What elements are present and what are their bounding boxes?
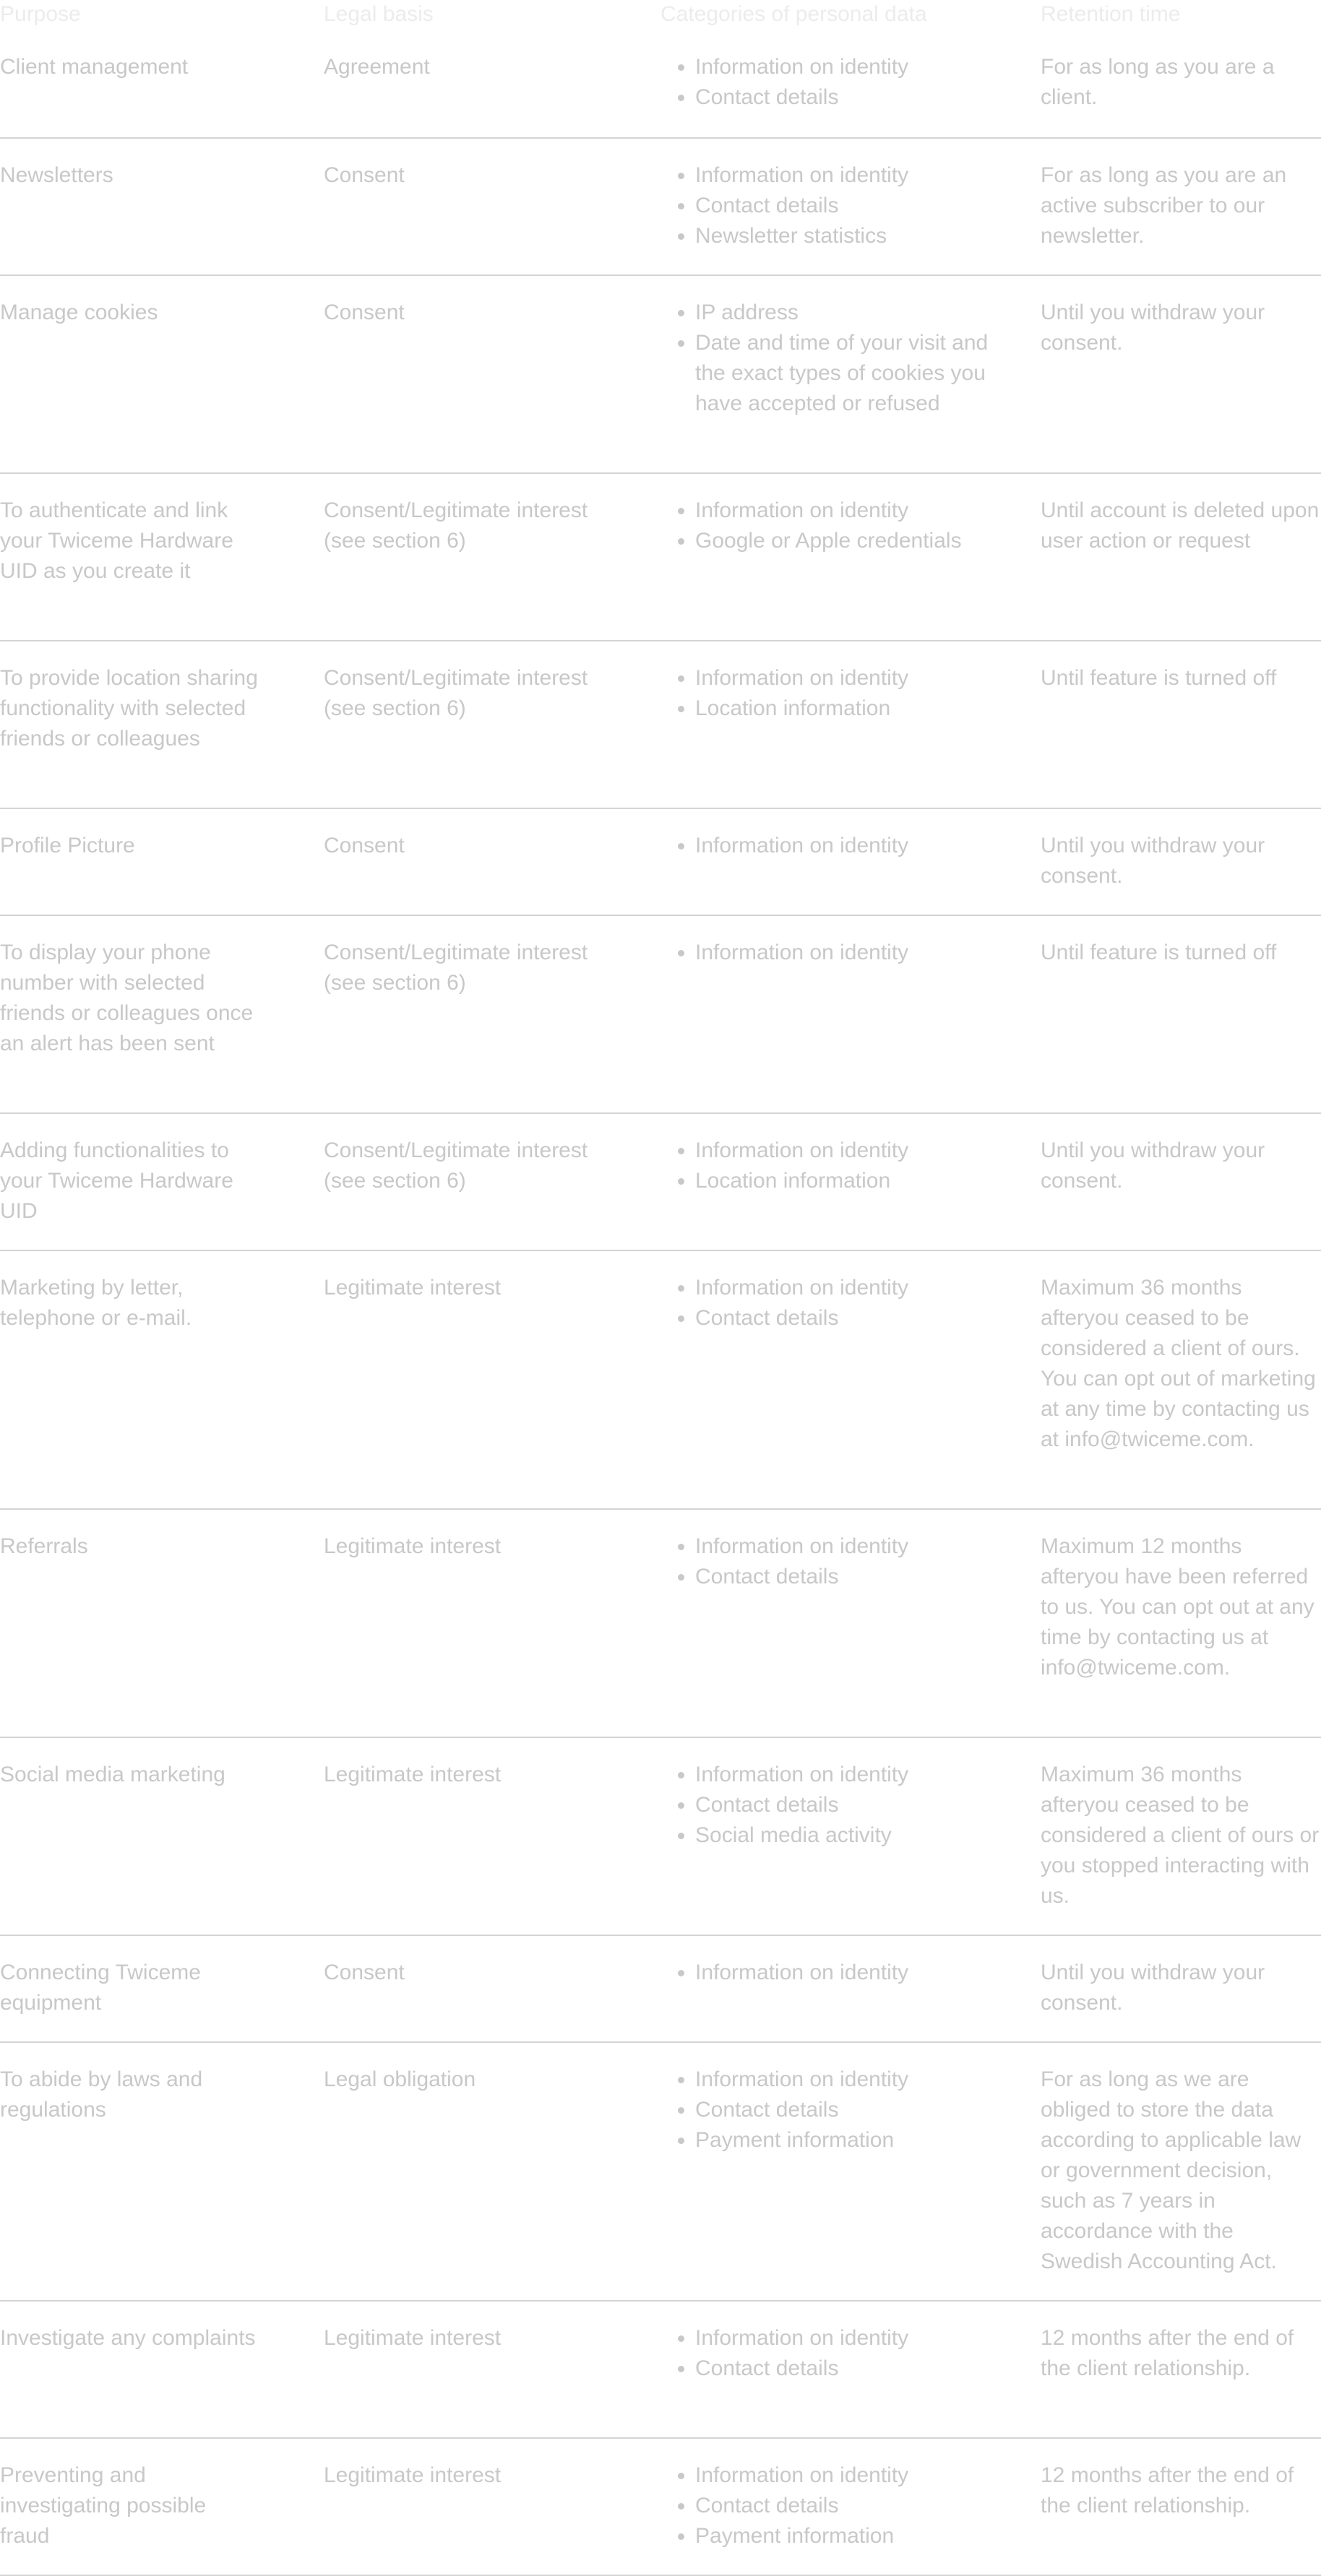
cell-purpose: To display your phone number with selected friends or colleagues once an alert has been sent bbox=[0, 941, 254, 1055]
category-list bbox=[660, 663, 1012, 724]
category-item: • Information on identity bbox=[695, 831, 1012, 861]
category-item: • Information on identity bbox=[695, 1760, 1012, 1790]
table-row bbox=[0, 276, 1321, 474]
category-item: • IP address bbox=[695, 298, 1012, 328]
category-item: • Payment information bbox=[695, 2125, 1012, 2156]
category-item: • Information on identity bbox=[695, 663, 1012, 693]
cell-purpose: To authenticate and link your Twiceme Hardware UID as you create it bbox=[0, 498, 233, 583]
cell-retention: Maximum 12 months afteryou have been referred to us. You can opt out at any time by contacting us at info@twiceme.com. bbox=[1041, 1534, 1314, 1680]
cell-legal-basis: Legitimate interest bbox=[324, 1763, 502, 1786]
category-list bbox=[660, 1760, 1012, 1851]
table-row bbox=[0, 30, 1321, 139]
cell-legal-basis: Legitimate interest bbox=[324, 1534, 502, 1558]
cell-retention: Until feature is turned off bbox=[1041, 666, 1277, 690]
table-row bbox=[0, 1510, 1321, 1738]
cell-retention: Maximum 36 months afteryou ceased to be considered a client of ours or you stopped interacting with us. bbox=[1041, 1763, 1320, 1908]
category-list bbox=[660, 1273, 1012, 1334]
header-categories: Categories of personal data bbox=[660, 2, 927, 26]
cell-legal-basis: Legitimate interest bbox=[324, 2463, 502, 2487]
cell-legal-basis: Consent/Legitimate interest (see section 6) bbox=[324, 666, 588, 720]
cell-categories bbox=[660, 2460, 1041, 2575]
category-list bbox=[660, 1531, 1012, 1592]
cell-retention: Until feature is turned off bbox=[1041, 941, 1277, 964]
header-purpose: Purpose bbox=[0, 2, 81, 26]
category-item: • Information on identity bbox=[695, 160, 1012, 191]
cell-categories bbox=[660, 2065, 1041, 2300]
cell-purpose: To provide location sharing functionality with selected friends or colleagues bbox=[0, 666, 258, 751]
table-row bbox=[0, 139, 1321, 276]
category-item: • Location information bbox=[695, 693, 1012, 724]
category-item: • Information on identity bbox=[695, 2460, 1012, 2491]
category-item: • Contact details bbox=[695, 1303, 1012, 1334]
cell-retention: Until account is deleted upon user action or request bbox=[1041, 498, 1320, 553]
cell-retention: 12 months after the end of the client relationship. bbox=[1041, 2326, 1294, 2380]
category-item: • Payment information bbox=[695, 2521, 1012, 2551]
table-header bbox=[0, 0, 1321, 30]
category-list bbox=[660, 298, 1012, 419]
cell-purpose: To abide by laws and regulations bbox=[0, 2067, 203, 2122]
cell-categories bbox=[660, 831, 1041, 915]
category-item: • Date and time of your visit and the exact types of cookies you have accepted or refused bbox=[695, 328, 1012, 419]
category-list bbox=[660, 1958, 1012, 1988]
cell-categories bbox=[660, 160, 1041, 275]
cell-retention: Until you withdraw your consent. bbox=[1041, 1961, 1265, 2015]
cell-retention: Until you withdraw your consent. bbox=[1041, 301, 1265, 355]
cell-retention: 12 months after the end of the client relationship. bbox=[1041, 2463, 1294, 2517]
header-retention: Retention time bbox=[1041, 2, 1181, 26]
category-list bbox=[660, 1136, 1012, 1196]
category-item: • Information on identity bbox=[695, 938, 1012, 968]
cell-retention: Until you withdraw your consent. bbox=[1041, 834, 1265, 888]
header-legal-basis: Legal basis bbox=[324, 2, 434, 26]
cell-purpose: Manage cookies bbox=[0, 301, 158, 324]
category-item: • Google or Apple credentials bbox=[695, 526, 1012, 556]
cell-purpose: Referrals bbox=[0, 1534, 88, 1558]
category-item: • Contact details bbox=[695, 1790, 1012, 1820]
category-item: • Location information bbox=[695, 1166, 1012, 1196]
table-row bbox=[0, 1936, 1321, 2043]
cell-legal-basis: Consent/Legitimate interest (see section 6) bbox=[324, 1138, 588, 1193]
category-item: • Information on identity bbox=[695, 2065, 1012, 2095]
cell-categories bbox=[660, 663, 1041, 808]
cell-legal-basis: Agreement bbox=[324, 55, 430, 79]
category-list bbox=[660, 938, 1012, 968]
cell-categories bbox=[660, 1273, 1041, 1508]
cell-legal-basis: Consent bbox=[324, 301, 405, 324]
category-item: • Information on identity bbox=[695, 1531, 1012, 1562]
category-item: • Contact details bbox=[695, 2354, 1012, 2384]
category-list bbox=[660, 2460, 1012, 2551]
table-row bbox=[0, 1738, 1321, 1936]
cell-purpose: Marketing by letter, telephone or e-mail. bbox=[0, 1276, 192, 1330]
cell-legal-basis: Consent bbox=[324, 1961, 405, 1984]
category-list bbox=[660, 496, 1012, 556]
cell-legal-basis: Consent bbox=[324, 834, 405, 857]
category-list bbox=[660, 2323, 1012, 2384]
category-item: • Contact details bbox=[695, 1562, 1012, 1592]
category-list bbox=[660, 2065, 1012, 2156]
category-item: • Contact details bbox=[695, 2491, 1012, 2521]
category-item: • Contact details bbox=[695, 191, 1012, 221]
cell-purpose: Adding functionalities to your Twiceme Hardware UID bbox=[0, 1138, 233, 1223]
category-item: • Social media activity bbox=[695, 1820, 1012, 1851]
cell-purpose: Preventing and investigating possible fraud bbox=[0, 2463, 207, 2548]
cell-purpose: Connecting Twiceme equipment bbox=[0, 1961, 201, 2015]
category-list bbox=[660, 52, 1012, 113]
cell-retention: Maximum 36 months afteryou ceased to be considered a client of ours. You can opt out of marketing at any time by contacting us at info@twiceme.com. bbox=[1041, 1276, 1316, 1451]
cell-purpose: Newsletters bbox=[0, 163, 113, 187]
cell-legal-basis: Legal obligation bbox=[324, 2067, 476, 2091]
cell-categories bbox=[660, 1958, 1041, 2041]
category-item: • Information on identity bbox=[695, 1136, 1012, 1166]
category-list bbox=[660, 831, 1012, 861]
cell-legal-basis: Consent bbox=[324, 163, 405, 187]
cell-purpose: Social media marketing bbox=[0, 1763, 225, 1786]
cell-retention: For as long as we are obliged to store the data according to applicable law or government decision, such as 7 years in accordance with the Swedish Accounting Act. bbox=[1041, 2067, 1301, 2273]
cell-categories bbox=[660, 52, 1041, 137]
category-list bbox=[660, 160, 1012, 251]
category-item: • Contact details bbox=[695, 82, 1012, 113]
category-item: • Information on identity bbox=[695, 1273, 1012, 1303]
category-item: • Information on identity bbox=[695, 52, 1012, 82]
cell-categories bbox=[660, 496, 1041, 640]
table-row bbox=[0, 474, 1321, 641]
cell-purpose: Investigate any complaints bbox=[0, 2326, 256, 2350]
cell-retention: Until you withdraw your consent. bbox=[1041, 1138, 1265, 1193]
cell-legal-basis: Consent/Legitimate interest (see section 6) bbox=[324, 941, 588, 995]
category-item: • Newsletter statistics bbox=[695, 221, 1012, 251]
cell-categories bbox=[660, 298, 1041, 472]
table-body bbox=[0, 30, 1321, 2576]
table-row bbox=[0, 2043, 1321, 2301]
cell-purpose: Client management bbox=[0, 55, 189, 79]
cell-categories bbox=[660, 1531, 1041, 1737]
cell-legal-basis: Legitimate interest bbox=[324, 2326, 502, 2350]
cell-retention: For as long as you are a client. bbox=[1041, 55, 1275, 109]
table-row bbox=[0, 1114, 1321, 1251]
cell-legal-basis: Legitimate interest bbox=[324, 1276, 502, 1300]
table-row bbox=[0, 1251, 1321, 1510]
table-row bbox=[0, 641, 1321, 809]
cell-categories bbox=[660, 938, 1041, 1112]
cell-categories bbox=[660, 2323, 1041, 2437]
table-row bbox=[0, 809, 1321, 916]
cell-categories bbox=[660, 1760, 1041, 1935]
cell-categories bbox=[660, 1136, 1041, 1250]
table-row bbox=[0, 916, 1321, 1114]
cell-retention: For as long as you are an active subscriber to our newsletter. bbox=[1041, 163, 1287, 248]
cell-legal-basis: Consent/Legitimate interest (see section 6) bbox=[324, 498, 588, 553]
category-item: • Information on identity bbox=[695, 2323, 1012, 2354]
category-item: • Information on identity bbox=[695, 1958, 1012, 1988]
category-item: • Information on identity bbox=[695, 496, 1012, 526]
table-row bbox=[0, 2439, 1321, 2576]
category-item: • Contact details bbox=[695, 2095, 1012, 2125]
cell-purpose: Profile Picture bbox=[0, 834, 135, 857]
table-row bbox=[0, 2301, 1321, 2439]
